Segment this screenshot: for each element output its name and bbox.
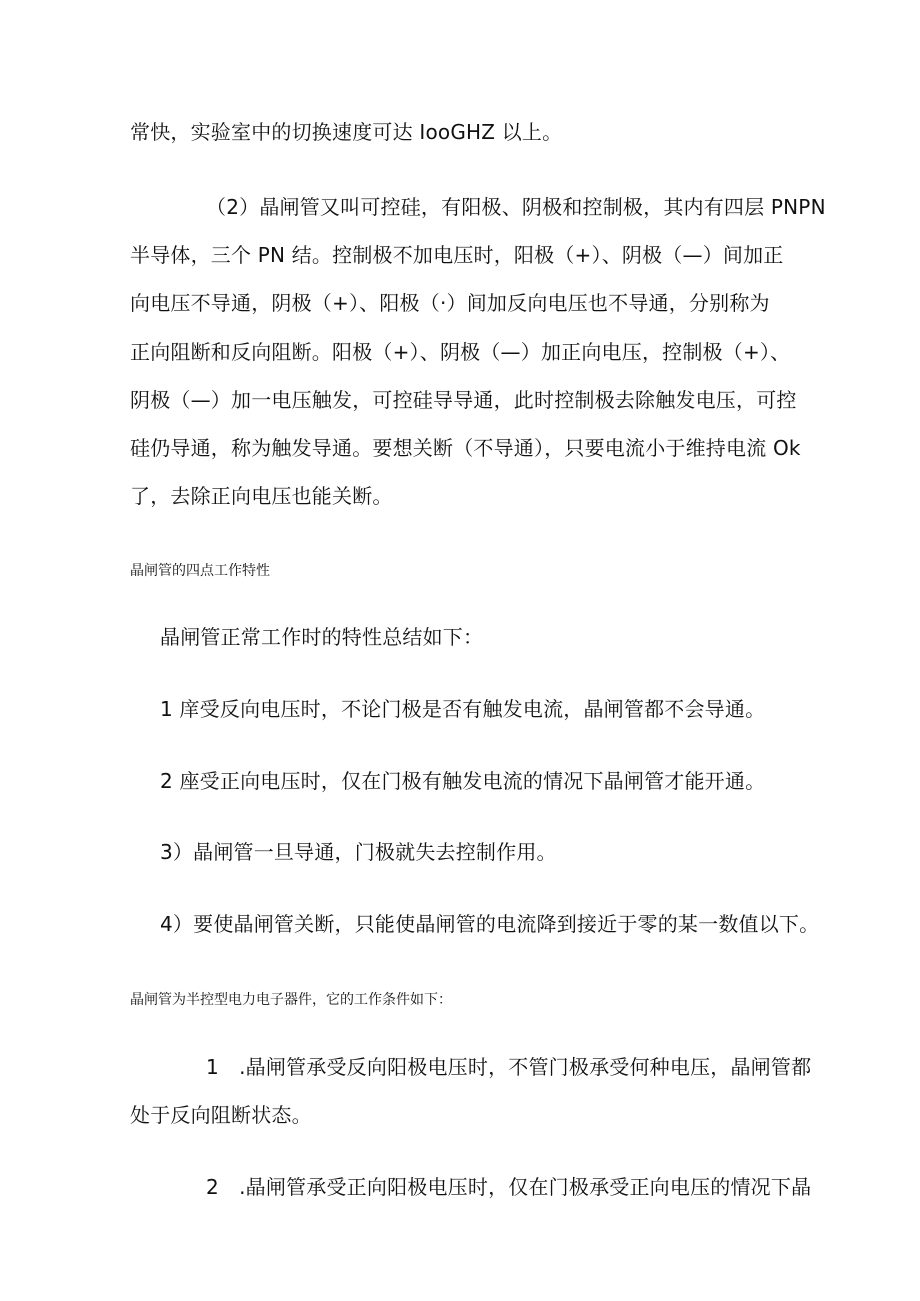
para2-line-7: 了，去除正向电压也能关断。 <box>130 484 393 508</box>
point-2: 2 座受正向电压时，仅在门极有触发电流的情况下晶闸管才能开通。 <box>160 769 766 793</box>
summary-intro: 晶闸管正常工作时的特性总结如下： <box>160 625 484 649</box>
point-1: 1 庠受反向电压时，不论门极是否有触发电流，晶闸管都不会导通。 <box>160 697 766 721</box>
para2-line-5: 阴极（—）加一电压触发，可控硅导导通，此时控制极去除触发电压，可控 <box>130 388 797 412</box>
para2-line-4: 正向阻断和反向阻断。阳极（+）、阴极（—）加正向电压，控制极（+）、 <box>130 340 791 364</box>
para2-line-2: 半导体，三个 PN 结。控制极不加电压时，阳极（+）、阴极（—）间加正 <box>130 243 784 267</box>
para2-line-1: （2）晶闸管又叫可控硅，有阳极、阴极和控制极，其内有四层 PNPN <box>206 195 826 219</box>
condition-2-line-1: 2 .晶闸管承受正向阳极电压时，仅在门极承受正向电压的情况下晶 <box>206 1175 812 1199</box>
condition-1-line-2: 处于反向阻断状态。 <box>130 1103 312 1127</box>
para2-line-3: 向电压不导通，阴极（+）、阳极（·）间加反向电压也不导通，分别称为 <box>130 291 770 315</box>
point-4: 4）要使晶闸管关断，只能使晶闸管的电流降到接近于零的某一数值以下。 <box>160 912 820 936</box>
intro-tail-line: 常快，实验室中的切换速度可达 IooGHZ 以上。 <box>130 120 563 144</box>
heading-four-points: 晶闸管的四点工作特性 <box>130 563 270 579</box>
condition-1-line-1: 1 .晶闸管承受反向阳极电压时，不管门极承受何种电压，晶闸管都 <box>206 1055 812 1079</box>
heading-conditions: 晶闸管为半控型电力电子器件，它的工作条件如下： <box>130 992 452 1008</box>
point-3: 3）晶闸管一旦导通，门极就失去控制作用。 <box>160 840 557 864</box>
para2-line-6: 硅仍导通，称为触发导通。要想关断（不导通），只要电流小于维持电流 Ok <box>130 436 801 460</box>
